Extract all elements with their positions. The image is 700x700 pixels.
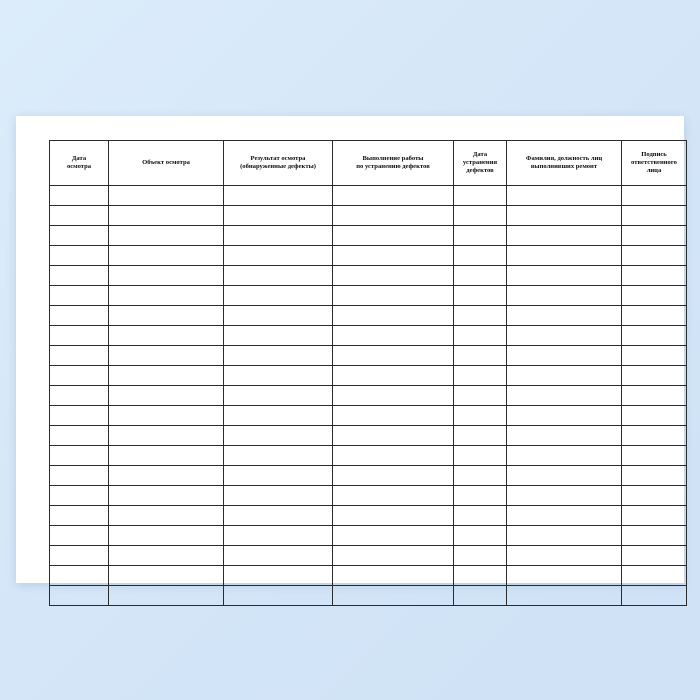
table-row[interactable]	[50, 446, 687, 466]
column-header-line: по устранению дефектов	[356, 163, 430, 170]
table-cell[interactable]	[109, 206, 224, 226]
table-cell[interactable]	[224, 546, 333, 566]
column-header-line: Подпись	[641, 150, 667, 158]
table-cell[interactable]	[454, 386, 507, 406]
document-sheet	[16, 116, 684, 583]
table-cell[interactable]	[50, 186, 109, 206]
table-cell[interactable]	[50, 366, 109, 386]
table-cell[interactable]	[333, 506, 454, 526]
table-cell[interactable]	[50, 286, 109, 306]
table-cell[interactable]	[224, 506, 333, 526]
table-cell[interactable]	[50, 526, 109, 546]
table-cell[interactable]	[224, 406, 333, 426]
table-row[interactable]	[50, 586, 687, 606]
table-row[interactable]	[50, 246, 687, 266]
table-cell[interactable]	[109, 286, 224, 306]
table-cell[interactable]	[454, 466, 507, 486]
table-cell[interactable]	[333, 366, 454, 386]
table-cell[interactable]	[622, 546, 687, 566]
column-header-date-fix	[454, 141, 507, 186]
table-cell[interactable]	[50, 586, 109, 606]
table-cell[interactable]	[454, 246, 507, 266]
column-header-line: лица	[646, 167, 662, 175]
table-cell[interactable]	[507, 506, 622, 526]
table-cell[interactable]	[333, 326, 454, 346]
table-cell[interactable]	[507, 306, 622, 326]
table-cell[interactable]	[622, 286, 687, 306]
table-cell[interactable]	[622, 406, 687, 426]
column-header-line: Фамилия, должность лиц	[525, 154, 603, 162]
journal-table-container	[49, 140, 677, 606]
table-cell[interactable]	[224, 266, 333, 286]
table-cell[interactable]	[454, 446, 507, 466]
table-cell[interactable]	[333, 206, 454, 226]
table-row[interactable]	[50, 206, 687, 226]
table-cell[interactable]	[109, 186, 224, 206]
table-cell[interactable]	[109, 406, 224, 426]
table-cell[interactable]	[109, 346, 224, 366]
table-cell[interactable]	[507, 566, 622, 586]
table-cell[interactable]	[454, 306, 507, 326]
table-cell[interactable]	[507, 546, 622, 566]
column-header-line: устранения	[462, 158, 498, 166]
table-cell[interactable]	[333, 526, 454, 546]
table-cell[interactable]	[454, 426, 507, 446]
table-row[interactable]	[50, 286, 687, 306]
table-cell[interactable]	[109, 486, 224, 506]
column-header-line: Результат осмотра	[250, 154, 306, 162]
table-cell[interactable]	[333, 246, 454, 266]
table-cell[interactable]	[224, 246, 333, 266]
table-cell[interactable]	[109, 586, 224, 606]
column-header-date-inspection	[50, 141, 109, 186]
table-row[interactable]	[50, 326, 687, 346]
column-header-line: Дата	[472, 150, 488, 158]
table-body	[50, 186, 687, 606]
table-cell[interactable]	[109, 246, 224, 266]
table-cell[interactable]	[622, 326, 687, 346]
table-cell[interactable]	[109, 566, 224, 586]
table-cell[interactable]	[622, 526, 687, 546]
table-cell[interactable]	[333, 306, 454, 326]
table-row[interactable]	[50, 506, 687, 526]
table-cell[interactable]	[333, 486, 454, 506]
table-cell[interactable]	[507, 206, 622, 226]
table-cell[interactable]	[50, 546, 109, 566]
column-header-line: (обнаруженные дефекты)	[240, 163, 316, 170]
table-row[interactable]	[50, 386, 687, 406]
table-cell[interactable]	[622, 186, 687, 206]
table-cell[interactable]	[50, 406, 109, 426]
table-cell[interactable]	[224, 386, 333, 406]
table-cell[interactable]	[109, 386, 224, 406]
table-cell[interactable]	[454, 566, 507, 586]
table-cell[interactable]	[224, 346, 333, 366]
table-cell[interactable]	[622, 206, 687, 226]
column-header-line: Дата	[71, 154, 87, 162]
table-cell[interactable]	[50, 566, 109, 586]
table-cell[interactable]	[333, 586, 454, 606]
table-cell[interactable]	[333, 546, 454, 566]
table-cell[interactable]	[622, 486, 687, 506]
table-cell[interactable]	[109, 226, 224, 246]
table-cell[interactable]	[454, 526, 507, 546]
column-header-line: выполнивших ремонт	[530, 163, 598, 170]
table-cell[interactable]	[622, 226, 687, 246]
table-cell[interactable]	[224, 306, 333, 326]
table-cell[interactable]	[507, 326, 622, 346]
table-cell[interactable]	[109, 466, 224, 486]
table-cell[interactable]	[507, 486, 622, 506]
table-header-row	[50, 141, 687, 186]
table-cell[interactable]	[224, 326, 333, 346]
table-cell[interactable]	[622, 346, 687, 366]
table-row[interactable]	[50, 186, 687, 206]
table-cell[interactable]	[333, 186, 454, 206]
table-cell[interactable]	[454, 506, 507, 526]
table-cell[interactable]	[224, 586, 333, 606]
table-cell[interactable]	[454, 226, 507, 246]
table-cell[interactable]	[507, 186, 622, 206]
table-cell[interactable]	[507, 246, 622, 266]
table-cell[interactable]	[507, 426, 622, 446]
table-cell[interactable]	[50, 466, 109, 486]
table-cell[interactable]	[224, 466, 333, 486]
table-row[interactable]	[50, 486, 687, 506]
table-cell[interactable]	[333, 426, 454, 446]
table-cell[interactable]	[333, 286, 454, 306]
column-header-line: ответственного	[631, 158, 677, 166]
table-cell[interactable]	[454, 266, 507, 286]
table-row[interactable]	[50, 406, 687, 426]
table-row[interactable]	[50, 466, 687, 486]
table-cell[interactable]	[507, 386, 622, 406]
table-row[interactable]	[50, 366, 687, 386]
table-cell[interactable]	[109, 306, 224, 326]
table-cell[interactable]	[224, 446, 333, 466]
table-cell[interactable]	[224, 486, 333, 506]
table-row[interactable]	[50, 266, 687, 286]
table-cell[interactable]	[50, 266, 109, 286]
table-cell[interactable]	[50, 486, 109, 506]
table-cell[interactable]	[454, 326, 507, 346]
column-header-signature	[622, 141, 687, 186]
column-header-line: осмотра	[66, 163, 92, 170]
table-cell[interactable]	[333, 386, 454, 406]
table-cell[interactable]	[454, 206, 507, 226]
table-cell[interactable]	[333, 466, 454, 486]
table-cell[interactable]	[333, 346, 454, 366]
table-cell[interactable]	[507, 286, 622, 306]
table-cell[interactable]	[50, 346, 109, 366]
table-row[interactable]	[50, 426, 687, 446]
table-cell[interactable]	[507, 586, 622, 606]
table-cell[interactable]	[109, 506, 224, 526]
table-cell[interactable]	[622, 586, 687, 606]
table-cell[interactable]	[622, 446, 687, 466]
table-cell[interactable]	[333, 566, 454, 586]
table-cell[interactable]	[224, 526, 333, 546]
table-cell[interactable]	[333, 226, 454, 246]
table-row[interactable]	[50, 226, 687, 246]
table-cell[interactable]	[50, 426, 109, 446]
table-cell[interactable]	[622, 266, 687, 286]
table-cell[interactable]	[224, 566, 333, 586]
table-cell[interactable]	[507, 406, 622, 426]
table-cell[interactable]	[507, 446, 622, 466]
table-cell[interactable]	[507, 266, 622, 286]
table-cell[interactable]	[50, 386, 109, 406]
table-cell[interactable]	[622, 386, 687, 406]
table-cell[interactable]	[50, 306, 109, 326]
table-cell[interactable]	[454, 346, 507, 366]
table-cell[interactable]	[507, 366, 622, 386]
table-cell[interactable]	[622, 246, 687, 266]
table-cell[interactable]	[50, 206, 109, 226]
table-row[interactable]	[50, 346, 687, 366]
table-cell[interactable]	[622, 566, 687, 586]
table-cell[interactable]	[454, 586, 507, 606]
table-cell[interactable]	[224, 186, 333, 206]
table-cell[interactable]	[454, 366, 507, 386]
table-cell[interactable]	[454, 486, 507, 506]
table-cell[interactable]	[507, 226, 622, 246]
table-cell[interactable]	[333, 406, 454, 426]
table-cell[interactable]	[109, 366, 224, 386]
column-header-responsible-persons	[507, 141, 622, 186]
table-cell[interactable]	[109, 426, 224, 446]
table-cell[interactable]	[50, 246, 109, 266]
table-cell[interactable]	[454, 286, 507, 306]
table-cell[interactable]	[224, 206, 333, 226]
table-cell[interactable]	[507, 346, 622, 366]
table-cell[interactable]	[224, 286, 333, 306]
column-header-line: Объект осмотра	[142, 158, 190, 166]
table-cell[interactable]	[50, 226, 109, 246]
table-cell[interactable]	[333, 266, 454, 286]
table-cell[interactable]	[507, 466, 622, 486]
table-cell[interactable]	[622, 306, 687, 326]
table-cell[interactable]	[622, 366, 687, 386]
table-cell[interactable]	[454, 406, 507, 426]
column-header-line: дефектов	[466, 167, 494, 175]
column-header-inspection-result	[224, 141, 333, 186]
table-row[interactable]	[50, 526, 687, 546]
table-cell[interactable]	[224, 226, 333, 246]
table-cell[interactable]	[50, 506, 109, 526]
table-cell[interactable]	[333, 446, 454, 466]
table-cell[interactable]	[224, 426, 333, 446]
table-row[interactable]	[50, 566, 687, 586]
table-cell[interactable]	[109, 546, 224, 566]
column-header-line: Выполнение работы	[362, 154, 424, 162]
table-cell[interactable]	[454, 546, 507, 566]
table-header	[50, 141, 687, 186]
table-cell[interactable]	[224, 366, 333, 386]
column-header-inspection-object	[109, 141, 224, 186]
table-cell[interactable]	[109, 326, 224, 346]
table-cell[interactable]	[507, 526, 622, 546]
table-cell[interactable]	[109, 446, 224, 466]
table-cell[interactable]	[622, 426, 687, 446]
table-cell[interactable]	[622, 506, 687, 526]
table-cell[interactable]	[109, 526, 224, 546]
table-row[interactable]	[50, 546, 687, 566]
table-cell[interactable]	[622, 466, 687, 486]
column-header-repair-works	[333, 141, 454, 186]
table-cell[interactable]	[50, 326, 109, 346]
table-cell[interactable]	[50, 446, 109, 466]
table-cell[interactable]	[454, 186, 507, 206]
table-cell[interactable]	[109, 266, 224, 286]
table-row[interactable]	[50, 306, 687, 326]
journal-table	[49, 140, 687, 606]
